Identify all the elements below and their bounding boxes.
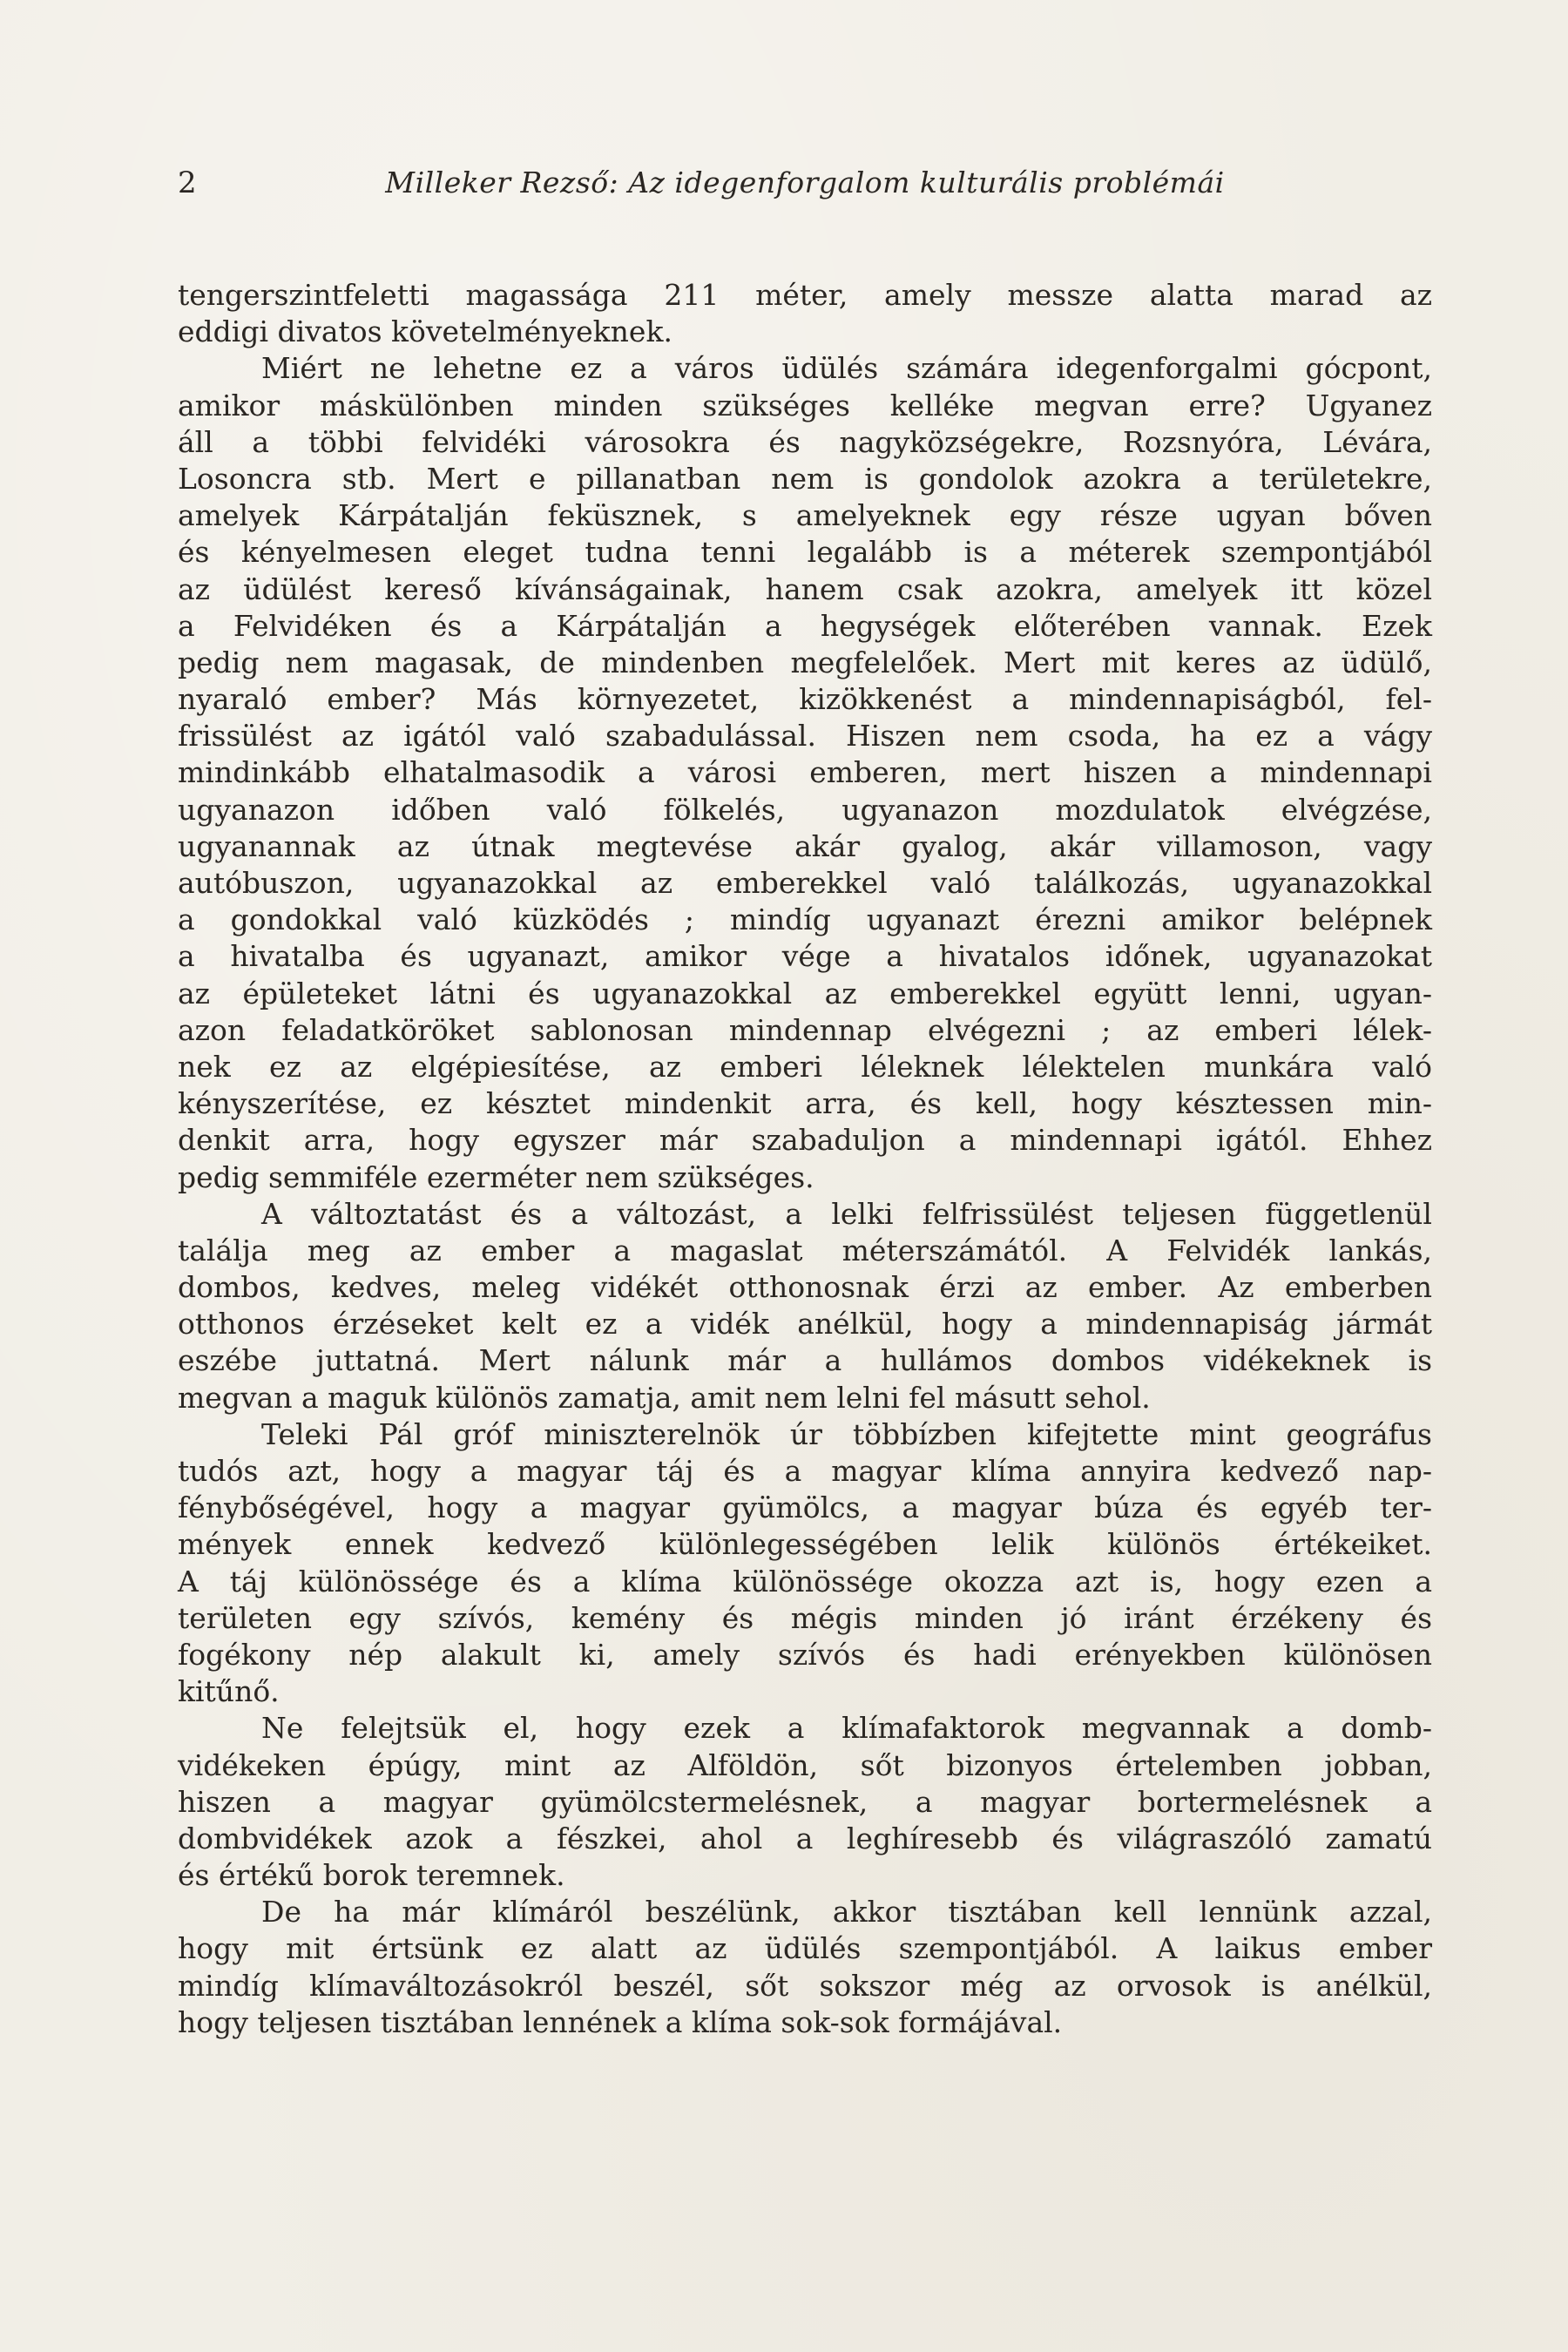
text-line: mindinkább elhatalmasodik a városi emberen, mert hiszen a mindennapi: [178, 755, 1432, 790]
text-line: A változtatást és a változást, a lelki felfrissülést teljesen függetlenül: [261, 1196, 1432, 1231]
text-line: eddigi divatos követelményeknek.: [178, 314, 672, 349]
text-line: denkit arra, hogy egyszer már szabaduljon a mindennapi igától. Ehhez: [178, 1123, 1432, 1158]
text-line: De ha már klímáról beszélünk, akkor tisztában kell lennünk azzal,: [261, 1895, 1432, 1930]
text-line: és értékű borok teremnek.: [178, 1858, 565, 1893]
text-line: Ne felejtsük el, hogy ezek a klímafaktorok megvannak a domb-: [261, 1711, 1432, 1746]
paragraph: [178, 350, 1432, 1195]
text-line: Losoncra stb. Mert e pillanatban nem is gondolok azokra a területekre,: [178, 461, 1432, 496]
text-line: nyaraló ember? Más környezetet, kizökkenést a mindennapiságból, fel-: [178, 682, 1432, 717]
text-line: dombvidékek azok a fészkei, ahol a leghíresebb és világraszóló zamatú: [178, 1821, 1432, 1855]
text-line: a Felvidéken és a Kárpátalján a hegységek előterében vannak. Ezek: [178, 608, 1432, 643]
text-line: azon feladatköröket sablonosan mindennap elvégezni ; az emberi lélek-: [178, 1012, 1432, 1047]
paragraph: [178, 1710, 1432, 1894]
text-line: nek ez az elgépiesítése, az emberi léleknek lélektelen munkára való: [178, 1049, 1432, 1084]
text-line: a gondokkal való küzködés ; mindíg ugyanazt érezni amikor belépnek: [178, 902, 1432, 937]
text-line: ugyanannak az útnak megtevése akár gyalog, akár villamoson, vagy: [178, 828, 1432, 863]
text-line: A táj különössége és a klíma különössége okozza azt is, hogy ezen a: [178, 1564, 1432, 1598]
paragraph: [178, 277, 1432, 350]
text-line: az épületeket látni és ugyanazokkal az emberekkel együtt lenni, ugyan-: [178, 976, 1432, 1010]
page-number: 2: [178, 166, 197, 200]
text-line: fogékony nép alakult ki, amely szívós és hadi erényekben különösen: [178, 1637, 1432, 1672]
paragraph: [178, 1894, 1432, 2041]
text-line: tudós azt, hogy a magyar táj és a magyar klíma annyira kedvező nap-: [178, 1454, 1432, 1488]
text-line: ugyanazon időben való fölkelés, ugyanazon mozdulatok elvégzése,: [178, 792, 1432, 827]
running-title: Milleker Rezső: Az idegenforgalom kulturális problémái: [385, 166, 1225, 199]
text-line: területen egy szívós, kemény és mégis minden jó iránt érzékeny és: [178, 1600, 1432, 1635]
text-line: kényszerítése, ez késztet mindenkit arra, és kell, hogy késztessen min-: [178, 1086, 1432, 1121]
text-line: kitűnő.: [178, 1674, 280, 1709]
text-line: a hivatalba és ugyanazt, amikor vége a hivatalos időnek, ugyanazokat: [178, 939, 1432, 974]
text-line: áll a többi felvidéki városokra és nagyközségekre, Rozsnyóra, Lévára,: [178, 424, 1432, 459]
text-line: hiszen a magyar gyümölcstermelésnek, a magyar bortermelésnek a: [178, 1784, 1432, 1819]
text-line: mindíg klímaváltozásokról beszél, sőt sokszor még az orvosok is anélkül,: [178, 1968, 1432, 2003]
text-line: dombos, kedves, meleg vidékét otthonosnak érzi az ember. Az emberben: [178, 1270, 1432, 1305]
text-line: autóbuszon, ugyanazokkal az emberekkel való találkozás, ugyanazokkal: [178, 866, 1432, 900]
paragraph: [178, 1416, 1432, 1711]
text-line: vidékeken épúgy, mint az Alföldön, sőt bizonyos értelemben jobban,: [178, 1747, 1432, 1782]
paragraph: [178, 1196, 1432, 1416]
text-line: tengerszintfeletti magassága 211 méter, amely messze alatta marad az: [178, 278, 1432, 312]
text-line: otthonos érzéseket kelt ez a vidék anélkül, hogy a mindennapiság jármát: [178, 1307, 1432, 1342]
text-line: hogy mit értsünk ez alatt az üdülés szempontjából. A laikus ember: [178, 1931, 1432, 1966]
text-line: megvan a maguk különös zamatja, amit nem lelni fel másutt sehol.: [178, 1380, 1151, 1415]
text-line: és kényelmesen eleget tudna tenni legalább is a méterek szempontjából: [178, 535, 1432, 570]
page-header: [178, 157, 1432, 209]
text-line: az üdülést kereső kívánságainak, hanem csak azokra, amelyek itt közel: [178, 571, 1432, 606]
text-line: mények ennek kedvező különlegességében lelik különös értékeiket.: [178, 1527, 1432, 1562]
body-text: [178, 277, 1432, 2041]
text-line: pedig semmiféle ezerméter nem szükséges.: [178, 1159, 814, 1194]
text-line: pedig nem magasak, de mindenben megfelelőek. Mert mit keres az üdülő,: [178, 645, 1432, 679]
text-line: találja meg az ember a magaslat méterszámától. A Felvidék lankás,: [178, 1233, 1432, 1267]
text-line: amelyek Kárpátalján feküsznek, s amelyeknek egy része ugyan bőven: [178, 498, 1432, 533]
text-line: Miért ne lehetne ez a város üdülés számára idegenforgalmi gócpont,: [261, 351, 1432, 386]
text-line: fénybőségével, hogy a magyar gyümölcs, a magyar búza és egyéb ter-: [178, 1490, 1432, 1525]
text-line: frissülést az igától való szabadulással. Hiszen nem csoda, ha ez a vágy: [178, 719, 1432, 754]
text-line: Teleki Pál gróf miniszterelnök úr többízben kifejtette mint geográfus: [261, 1416, 1432, 1451]
text-line: amikor máskülönben minden szükséges kelléke megvan erre? Ugyanez: [178, 388, 1432, 422]
text-line: hogy teljesen tisztában lennének a klíma sok-sok formájával.: [178, 2004, 1063, 2039]
text-line: eszébe juttatná. Mert nálunk már a hullámos dombos vidékeknek is: [178, 1343, 1432, 1378]
